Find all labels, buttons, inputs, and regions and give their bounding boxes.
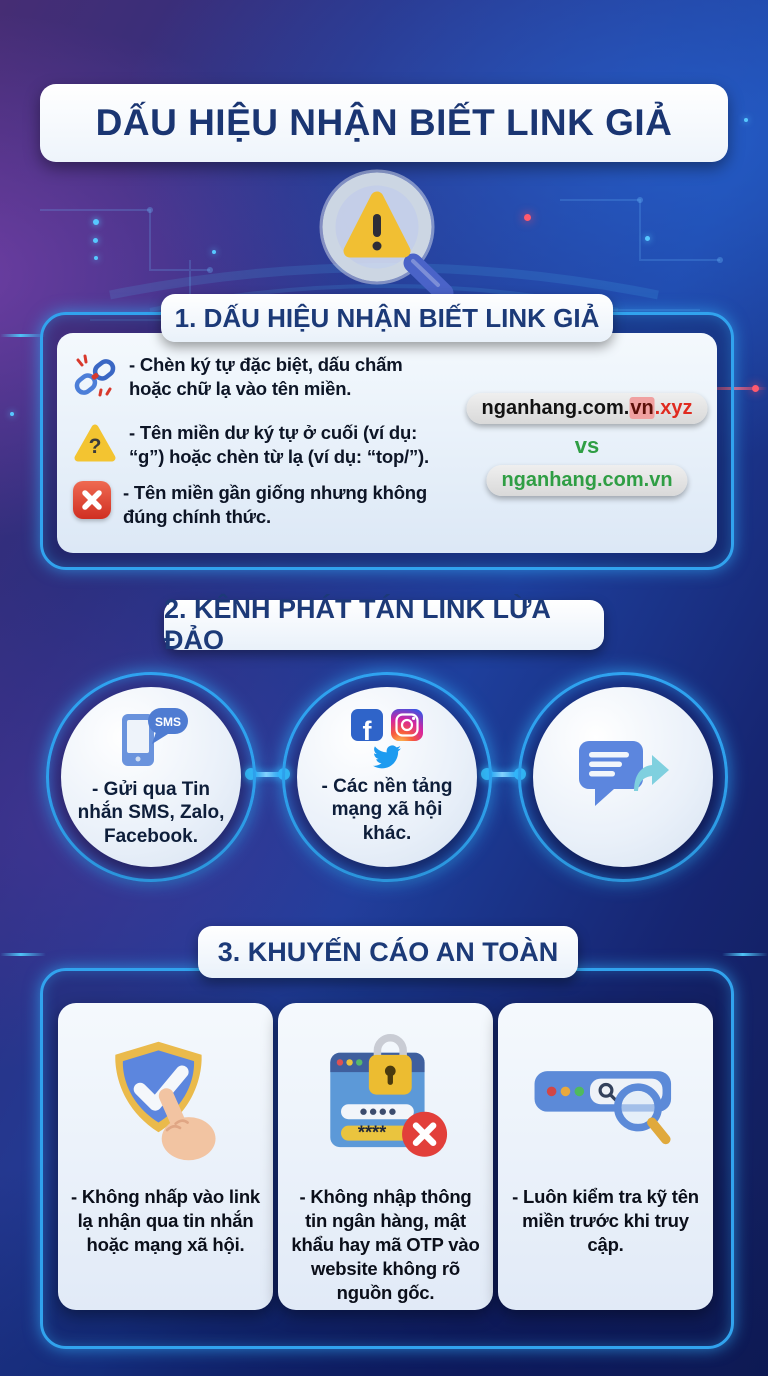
section2-header-label: 2. KÊNH PHÁT TÁN LINK LỪA ĐẢO bbox=[164, 594, 550, 655]
glow-dot-decor bbox=[744, 118, 748, 122]
bullet-text: - Tên miền gần giống nhưng không đúng chính thức. bbox=[123, 482, 427, 527]
svg-text:SMS: SMS bbox=[154, 715, 182, 730]
sms-phone-icon bbox=[108, 706, 194, 774]
section1-panel bbox=[57, 333, 717, 553]
channel-text: - Gửi qua Tin nhắn SMS, Zalo, Facebook. bbox=[77, 779, 225, 847]
red-cross-icon bbox=[73, 481, 111, 519]
list-item bbox=[73, 421, 441, 468]
real-domain-pill: nganhang.com.vn bbox=[486, 465, 687, 496]
password-lock-icon bbox=[311, 1027, 461, 1175]
glow-dot-decor bbox=[212, 250, 216, 254]
advice-card-check-domain bbox=[498, 1003, 713, 1310]
twitter-icon bbox=[370, 743, 404, 771]
fake-domain-suffix: .xyz bbox=[654, 397, 693, 419]
domain-search-icon bbox=[526, 1037, 686, 1165]
magnifier-warning-icon bbox=[292, 162, 472, 302]
fake-domain-pill bbox=[467, 393, 708, 424]
glow-dot-decor bbox=[94, 256, 98, 260]
fake-domain-highlight: vn bbox=[630, 397, 654, 419]
vs-label: vs bbox=[574, 433, 600, 458]
channel-social-circle bbox=[282, 672, 492, 882]
instagram-icon bbox=[391, 709, 423, 741]
light-streak-decor bbox=[0, 953, 46, 956]
section1-header bbox=[161, 294, 613, 342]
advice-card-no-password bbox=[278, 1003, 493, 1310]
section3-header-label: 3. KHUYẾN CÁO AN TOÀN bbox=[217, 936, 559, 967]
section1-header-label: 1. DẤU HIỆU NHẬN BIẾT LINK GIẢ bbox=[174, 302, 600, 333]
svg-text:****: **** bbox=[357, 1122, 386, 1143]
warning-question-icon bbox=[73, 421, 117, 465]
section3-header bbox=[198, 926, 578, 978]
advice-text: - Không nhập thông tin ngân hàng, mật khẩu hay mã OTP vào website không rõ nguồn gốc. bbox=[291, 1186, 480, 1304]
advice-card-no-click bbox=[58, 1003, 273, 1310]
section2-header bbox=[164, 594, 604, 655]
shield-check-icon bbox=[96, 1031, 236, 1171]
advice-text: - Không nhấp vào link lạ nhận qua tin nhắn hoặc mạng xã hội. bbox=[70, 1186, 261, 1256]
channel-chat-circle bbox=[518, 672, 728, 882]
domain-comparison bbox=[463, 333, 711, 553]
list-item bbox=[73, 481, 441, 528]
list-item bbox=[73, 353, 441, 400]
glow-dot-decor bbox=[524, 214, 531, 221]
glow-dot-decor bbox=[93, 219, 99, 225]
section1-container bbox=[40, 302, 734, 570]
broken-link-icon bbox=[73, 353, 117, 397]
channel-sms-circle bbox=[46, 672, 256, 882]
page-title: DẤU HIỆU NHẬN BIẾT LINK GIẢ bbox=[40, 84, 728, 162]
glow-dot-decor bbox=[645, 236, 650, 241]
fake-domain-prefix: nganhang.com. bbox=[481, 397, 630, 419]
facebook-icon: f bbox=[351, 709, 383, 741]
glow-dot-decor bbox=[93, 238, 98, 243]
bullet-text: - Chèn ký tự đặc biệt, dấu chấm hoặc chữ lạ vào tên miền. bbox=[129, 354, 403, 399]
advice-text: - Luôn kiểm tra kỹ tên miền trước khi truy cập. bbox=[512, 1186, 699, 1256]
chat-forward-icon bbox=[571, 731, 675, 823]
channel-text: - Các nền tảng mạng xã hội khác. bbox=[321, 776, 453, 844]
glow-dot-decor bbox=[10, 412, 14, 416]
svg-text:?: ? bbox=[88, 435, 102, 458]
bullet-text: - Tên miền dư ký tự ở cuối (ví dụ: “g”) hoặc chèn từ lạ (ví dụ: “top/”). bbox=[129, 422, 429, 467]
social-networks-icon bbox=[351, 709, 423, 771]
light-streak-decor bbox=[722, 953, 768, 956]
